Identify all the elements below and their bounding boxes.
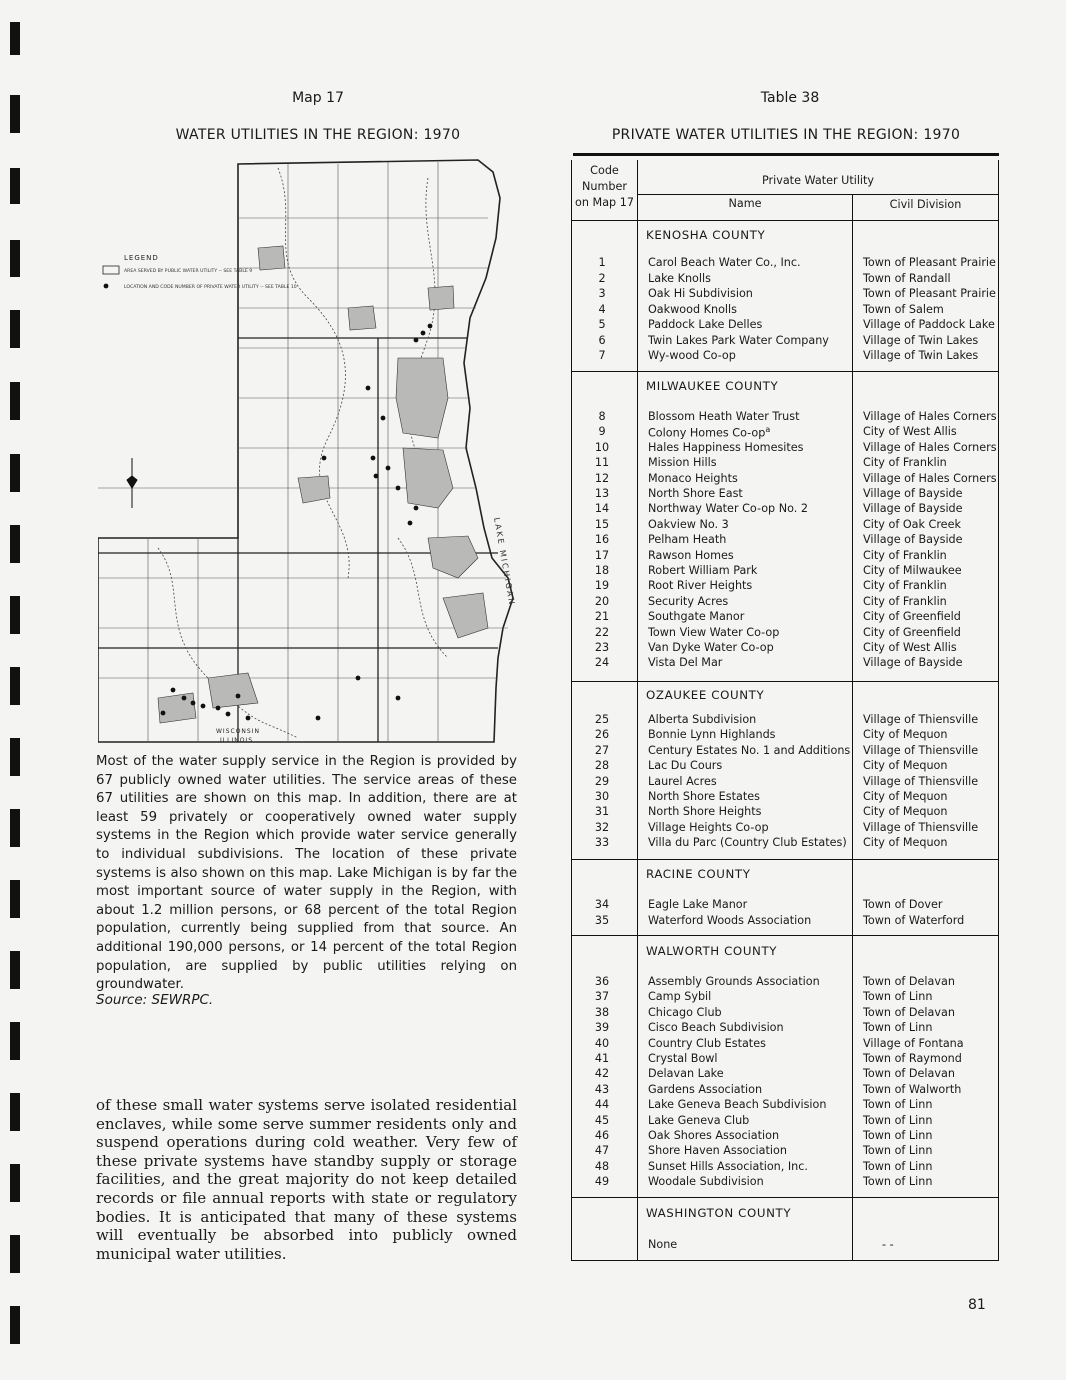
row-name: [648, 272, 711, 285]
row-division: Town of Waterford: [863, 913, 965, 927]
row-code: 47: [594, 1144, 610, 1158]
row-name-text: Chicago Club: [648, 1005, 722, 1019]
county-heading-washington: WASHINGTON COUNTY: [646, 1206, 792, 1220]
row-name: [648, 821, 769, 834]
row-name-text: Monaco Heights: [648, 471, 738, 485]
row-code: 9: [598, 425, 606, 439]
row-division: Village of Thiensville: [863, 820, 979, 834]
row-name-text: Hales Happiness Homesites: [648, 440, 804, 454]
footnote-marker: a: [765, 425, 771, 435]
legend-point-symbol: [104, 284, 109, 289]
row-name: [648, 487, 743, 500]
row-name: [648, 610, 744, 623]
row-name: [648, 805, 762, 818]
row-name: [648, 790, 760, 803]
row-division: Town of Linn: [863, 990, 933, 1004]
row-code: 24: [594, 656, 610, 670]
row-code: 3: [598, 287, 606, 300]
row-code: 31: [594, 805, 610, 819]
row-name: [648, 334, 829, 347]
row-name-text: Oakview No. 3: [648, 517, 729, 531]
row-code: 6: [598, 333, 606, 347]
table-row: [572, 713, 998, 728]
row-name: [648, 549, 734, 562]
source-note: Source: SEWRPC.: [96, 992, 214, 1008]
row-division: City of Franklin: [863, 548, 947, 562]
row-name-text: Sunset Hills Association, Inc.: [648, 1159, 808, 1173]
table-row: [572, 1083, 998, 1098]
county-heading-milwaukee: MILWAUKEE COUNTY: [646, 379, 779, 393]
row-name: [648, 518, 729, 531]
row-code: 42: [594, 1067, 610, 1081]
table-row: [572, 349, 998, 364]
row-code: 14: [594, 502, 610, 516]
county-heading-ozaukee: OZAUKEE COUNTY: [646, 688, 765, 702]
table-row: [572, 595, 998, 610]
table-row: [572, 1052, 998, 1067]
row-division: Town of Raymond: [863, 1052, 962, 1065]
row-code: 44: [594, 1098, 610, 1112]
row-division: Village of Hales Corners: [863, 440, 997, 454]
header-code-line2: Number: [582, 180, 627, 193]
row-division: Village of Thiensville: [863, 743, 979, 757]
row-name-text: Assembly Grounds Association: [648, 975, 820, 988]
table-row: [572, 472, 998, 487]
row-name: [648, 1160, 808, 1173]
row-code: 26: [594, 728, 610, 742]
map-border-label-wisconsin: WISCONSIN: [216, 728, 260, 735]
row-code: 30: [594, 790, 610, 803]
row-code: 8: [598, 410, 606, 423]
row-name-text: Lac Du Cours: [648, 759, 723, 773]
row-code: 43: [594, 1082, 610, 1096]
table-row: [572, 975, 998, 990]
row-division: Town of Linn: [863, 1144, 933, 1158]
row-name-text: North Shore East: [648, 487, 743, 500]
table-row: [572, 564, 998, 579]
row-name-text: Van Dyke Water Co-op: [648, 641, 774, 654]
table-row: [572, 318, 998, 333]
row-division: Town of Walworth: [863, 1082, 962, 1096]
table-row: [572, 805, 998, 820]
row-code: 17: [594, 548, 610, 562]
row-name: [648, 1238, 677, 1251]
table-row: [572, 775, 998, 790]
table-row: [572, 914, 998, 929]
row-code: 12: [594, 471, 610, 485]
county-heading-racine: RACINE COUNTY: [646, 867, 751, 881]
row-division: Town of Linn: [863, 1021, 933, 1035]
row-division: Village of Paddock Lake: [863, 318, 995, 331]
table-row: [572, 1021, 998, 1036]
row-name: [648, 898, 747, 911]
row-name-text: Country Club Estates: [648, 1036, 766, 1050]
row-name-text: Woodale Subdivision: [648, 1175, 764, 1189]
row-name-text: Wy-wood Co-op: [648, 349, 736, 362]
table-row: [572, 256, 998, 271]
row-name-text: Cisco Beach Subdivision: [648, 1021, 784, 1035]
row-code: 11: [594, 456, 610, 470]
row-division: City of Franklin: [863, 456, 947, 470]
row-code: 15: [594, 517, 610, 531]
row-name: [648, 456, 717, 469]
row-name-text: Southgate Manor: [648, 610, 745, 624]
row-code: 13: [594, 487, 610, 500]
row-name: [648, 595, 728, 608]
row-division: Town of Delavan: [863, 1005, 955, 1019]
page-number: 81: [968, 1297, 986, 1313]
row-division: City of Oak Creek: [863, 517, 961, 531]
row-name: [648, 1006, 722, 1019]
row-name-text: Robert William Park: [648, 564, 758, 577]
row-division: City of Mequon: [863, 728, 948, 742]
row-division: City of Franklin: [863, 579, 947, 593]
row-division: City of Mequon: [863, 790, 948, 803]
row-name-text: Village Heights Co-op: [648, 820, 769, 834]
table-row: [572, 410, 998, 425]
row-name-text: Carol Beach Water Co., Inc.: [648, 256, 801, 269]
row-name-text: Gardens Association: [648, 1082, 763, 1096]
row-name: [648, 579, 752, 592]
row-division: Town of Linn: [863, 1159, 933, 1173]
map-caption: Most of the water supply service in the Region is provided by 67 publicly owned water utilities. The service areas of these 67 utilities are shown on this map. In addition, there are at least 59 privately or cooperatively owned water supply systems in the Region which provide water service generally to individual subdivisions. The location of these private systems is also shown on this map. Lake Michigan is by far the most important source of water supply in the Region, with about 1.2 million persons, or 68 percent of the total Region population, currently being supplied from that source. An additional 190,000 persons, or 14 percent of the total Region population, are supplied by public utilities relying on groundwater.: [96, 754, 517, 993]
row-division: Village of Fontana: [863, 1036, 964, 1050]
row-division: Town of Delavan: [863, 975, 955, 988]
row-name-text: Vista Del Mar: [648, 656, 723, 670]
row-name-text: Root River Heights: [648, 579, 753, 593]
map-title: WATER UTILITIES IN THE REGION: 1970: [175, 127, 461, 143]
row-code: 49: [594, 1175, 610, 1189]
row-division: Village of Bayside: [863, 487, 963, 500]
row-name: [648, 410, 800, 423]
row-name-text: Shore Haven Association: [648, 1144, 787, 1158]
row-name: [648, 564, 757, 577]
row-name: [648, 744, 850, 757]
row-code: 34: [594, 898, 610, 911]
row-code: 29: [594, 774, 610, 788]
table-row: [572, 579, 998, 594]
row-name-text: Oakwood Knolls: [648, 302, 737, 316]
row-name: [648, 975, 820, 988]
row-name: [648, 1037, 766, 1050]
row-name-text: Security Acres: [648, 594, 729, 608]
body-paragraph: of these small water systems serve isolated residential enclaves, while some serve summer residents only and suspend operations during cold weather. Very few of these private systems have standby supply or storage facilities, and the great majority do not keep detailed records or file annual reports with state or regulatory bodies. It is anticipated that many of these systems will eventually be absorbed into publicly owned municipal water utilities.: [96, 1096, 517, 1263]
row-code: 4: [598, 302, 606, 316]
row-division: Town of Linn: [863, 1129, 933, 1142]
row-name: [648, 914, 811, 927]
table-row: [572, 1129, 998, 1144]
row-code: 23: [594, 641, 610, 654]
row-name: [648, 1052, 718, 1065]
row-name-text: Eagle Lake Manor: [648, 898, 748, 911]
row-name-text: North Shore Heights: [648, 805, 762, 819]
row-division: Town of Linn: [863, 1175, 933, 1189]
row-division: City of West Allis: [863, 425, 957, 439]
table-row: [572, 1067, 998, 1082]
row-code: 41: [594, 1052, 610, 1065]
row-code: 2: [598, 271, 606, 285]
row-division: Town of Pleasant Prairie: [863, 256, 996, 269]
row-name: [648, 1067, 724, 1080]
row-division: City of Greenfield: [863, 625, 961, 639]
table-row: [572, 641, 998, 656]
row-name-text: Town View Water Co-op: [648, 625, 780, 639]
table-row: [572, 487, 998, 502]
row-name-text: Northway Water Co-op No. 2: [648, 502, 808, 516]
table-row: [572, 425, 998, 440]
table-row: [572, 990, 998, 1005]
row-code: 1: [598, 256, 606, 269]
row-code: 33: [594, 836, 610, 850]
county-heading-kenosha: KENOSHA COUNTY: [646, 228, 766, 242]
row-code: 21: [594, 610, 610, 624]
row-division: Town of Dover: [863, 898, 943, 911]
table-row: [572, 656, 998, 671]
row-code: 35: [594, 913, 610, 927]
table-row: [572, 334, 998, 349]
row-division: - -: [882, 1238, 894, 1251]
row-division: Village of Bayside: [863, 502, 963, 516]
row-name: [648, 502, 808, 515]
row-name: [648, 836, 847, 849]
row-name-text: Villa du Parc (Country Club Estates): [648, 836, 847, 850]
row-division: Town of Salem: [863, 302, 944, 316]
row-code: 22: [594, 625, 610, 639]
row-name: [648, 318, 762, 331]
row-division: City of Mequon: [863, 759, 948, 773]
row-division: Village of Twin Lakes: [863, 349, 979, 362]
row-division: Town of Delavan: [863, 1067, 955, 1081]
row-division: Town of Linn: [863, 1113, 933, 1127]
row-code: 7: [598, 349, 606, 362]
row-division: Village of Thiensville: [863, 713, 979, 726]
row-code: 36: [594, 975, 610, 988]
map-legend-point: LOCATION AND CODE NUMBER OF PRIVATE WATER UTILITY -- SEE TABLE 10: [124, 285, 297, 290]
row-name-text: Laurel Acres: [648, 774, 717, 788]
row-name-text: Oak Shores Association: [648, 1129, 780, 1142]
table-row: [572, 1175, 998, 1190]
row-name: [648, 441, 803, 454]
row-division: Town of Randall: [863, 271, 951, 285]
row-name: [648, 1175, 764, 1188]
row-name-text: Bonnie Lynn Highlands: [648, 728, 776, 742]
row-name-text: Lake Knolls: [648, 271, 711, 285]
table-row: [572, 1238, 998, 1253]
row-name: [648, 728, 776, 741]
table-row: [572, 728, 998, 743]
row-division: Village of Bayside: [863, 656, 963, 670]
row-code: 27: [594, 743, 610, 757]
table-label: Table 38: [760, 90, 820, 106]
table-row: [572, 898, 998, 913]
row-division: Village of Hales Corners: [863, 410, 997, 423]
table-row: [572, 836, 998, 851]
row-code: 48: [594, 1159, 610, 1173]
row-name: [648, 641, 774, 654]
table-row: [572, 1098, 998, 1113]
header-civil-division: Civil Division: [889, 198, 962, 211]
table-row: [572, 1114, 998, 1129]
row-name: [648, 759, 722, 772]
row-code: 10: [594, 440, 610, 454]
row-code: 20: [594, 594, 610, 608]
row-division: Town of Pleasant Prairie: [863, 287, 996, 300]
table-row: [572, 518, 998, 533]
row-name: [648, 713, 756, 726]
row-name-text: Twin Lakes Park Water Company: [648, 333, 829, 347]
table-row: [572, 441, 998, 456]
table-row: [572, 1160, 998, 1175]
row-code: 45: [594, 1113, 610, 1127]
row-name-text: Century Estates No. 1 and Additions: [648, 743, 851, 757]
row-name-text: None: [648, 1238, 678, 1251]
table-row: [572, 759, 998, 774]
row-division: City of Milwaukee: [863, 564, 962, 577]
table-title: PRIVATE WATER UTILITIES IN THE REGION: 1970: [611, 127, 961, 143]
county-heading-walworth: WALWORTH COUNTY: [646, 944, 778, 958]
row-division: City of West Allis: [863, 641, 957, 654]
table-row: [572, 821, 998, 836]
header-private-water-utility: Private Water Utility: [761, 174, 875, 187]
row-division: Village of Twin Lakes: [863, 333, 979, 347]
map-legend-title: LEGEND: [124, 254, 159, 262]
table-row: [572, 1037, 998, 1052]
table-row: [572, 533, 998, 548]
table-row: [572, 303, 998, 318]
row-name: [648, 256, 801, 269]
row-division: Village of Thiensville: [863, 774, 979, 788]
row-code: 40: [594, 1036, 610, 1050]
table-row: [572, 790, 998, 805]
table-row: [572, 626, 998, 641]
row-code: 39: [594, 1021, 610, 1035]
row-name-text: Blossom Heath Water Trust: [648, 410, 800, 423]
table-row: [572, 744, 998, 759]
row-name: [648, 1021, 784, 1034]
row-code: 16: [594, 533, 610, 547]
row-name: [648, 287, 753, 300]
region-map: [98, 158, 518, 746]
row-division: Village of Bayside: [863, 533, 963, 547]
row-name: [648, 1114, 749, 1127]
row-division: City of Greenfield: [863, 610, 961, 624]
map-label: Map 17: [292, 90, 344, 106]
row-name: [648, 1129, 779, 1142]
row-name-text: Waterford Woods Association: [648, 913, 812, 927]
row-name-text: Colony Homes Co-op: [648, 427, 766, 441]
row-name: [648, 533, 726, 546]
map-legend-area: AREA SERVED BY PUBLIC WATER UTILITY -- SEE TABLE 9: [124, 269, 253, 274]
row-name-text: Paddock Lake Delles: [648, 318, 763, 331]
row-name-text: Crystal Bowl: [648, 1052, 718, 1065]
row-name: [648, 349, 736, 362]
row-code: 32: [594, 820, 610, 834]
row-name-text: Lake Geneva Club: [648, 1113, 750, 1127]
row-division: Town of Linn: [863, 1098, 933, 1112]
header-name: Name: [728, 197, 762, 210]
row-name-text: Lake Geneva Beach Subdivision: [648, 1098, 827, 1112]
table-row: [572, 456, 998, 471]
row-name-text: Camp Sybil: [648, 990, 712, 1004]
table-row: [572, 502, 998, 517]
table-row: [572, 610, 998, 625]
row-name-text: Mission Hills: [648, 456, 717, 470]
row-code: 38: [594, 1005, 610, 1019]
row-code: 37: [594, 990, 610, 1004]
row-name: [648, 656, 722, 669]
row-code: 18: [594, 564, 610, 577]
map-border-label-illinois: ILLINOIS: [220, 737, 254, 744]
table-row: [572, 549, 998, 564]
row-code: 25: [594, 713, 610, 726]
table-row: [572, 1006, 998, 1021]
row-name-text: Pelham Heath: [648, 533, 727, 547]
row-name-text: Rawson Homes: [648, 548, 734, 562]
row-name: [648, 1083, 762, 1096]
row-name: [648, 1144, 787, 1157]
table-row: [572, 287, 998, 302]
row-code: 46: [594, 1129, 610, 1142]
row-name: [648, 990, 711, 1003]
row-division: City of Mequon: [863, 805, 948, 819]
map-lake-label: LAKE MICHIGAN: [492, 516, 517, 607]
row-code: 28: [594, 759, 610, 773]
row-division: Village of Hales Corners: [863, 471, 997, 485]
row-code: 5: [598, 318, 606, 331]
row-division: City of Mequon: [863, 836, 948, 850]
row-name: [648, 775, 717, 788]
header-code-line3: on Map 17: [575, 196, 634, 209]
row-name: [648, 472, 738, 485]
row-name-text: Alberta Subdivision: [648, 713, 757, 726]
row-name-text: Oak Hi Subdivision: [648, 287, 753, 300]
row-division: City of Franklin: [863, 594, 947, 608]
row-name: [648, 303, 737, 316]
row-code: 19: [594, 579, 610, 593]
table-row: [572, 1144, 998, 1159]
row-name: [648, 425, 770, 440]
row-name-text: North Shore Estates: [648, 790, 760, 803]
row-name-text: Delavan Lake: [648, 1067, 724, 1081]
row-name: [648, 626, 779, 639]
row-name: [648, 1098, 826, 1111]
header-code-line1: Code: [590, 164, 619, 177]
table-row: [572, 272, 998, 287]
